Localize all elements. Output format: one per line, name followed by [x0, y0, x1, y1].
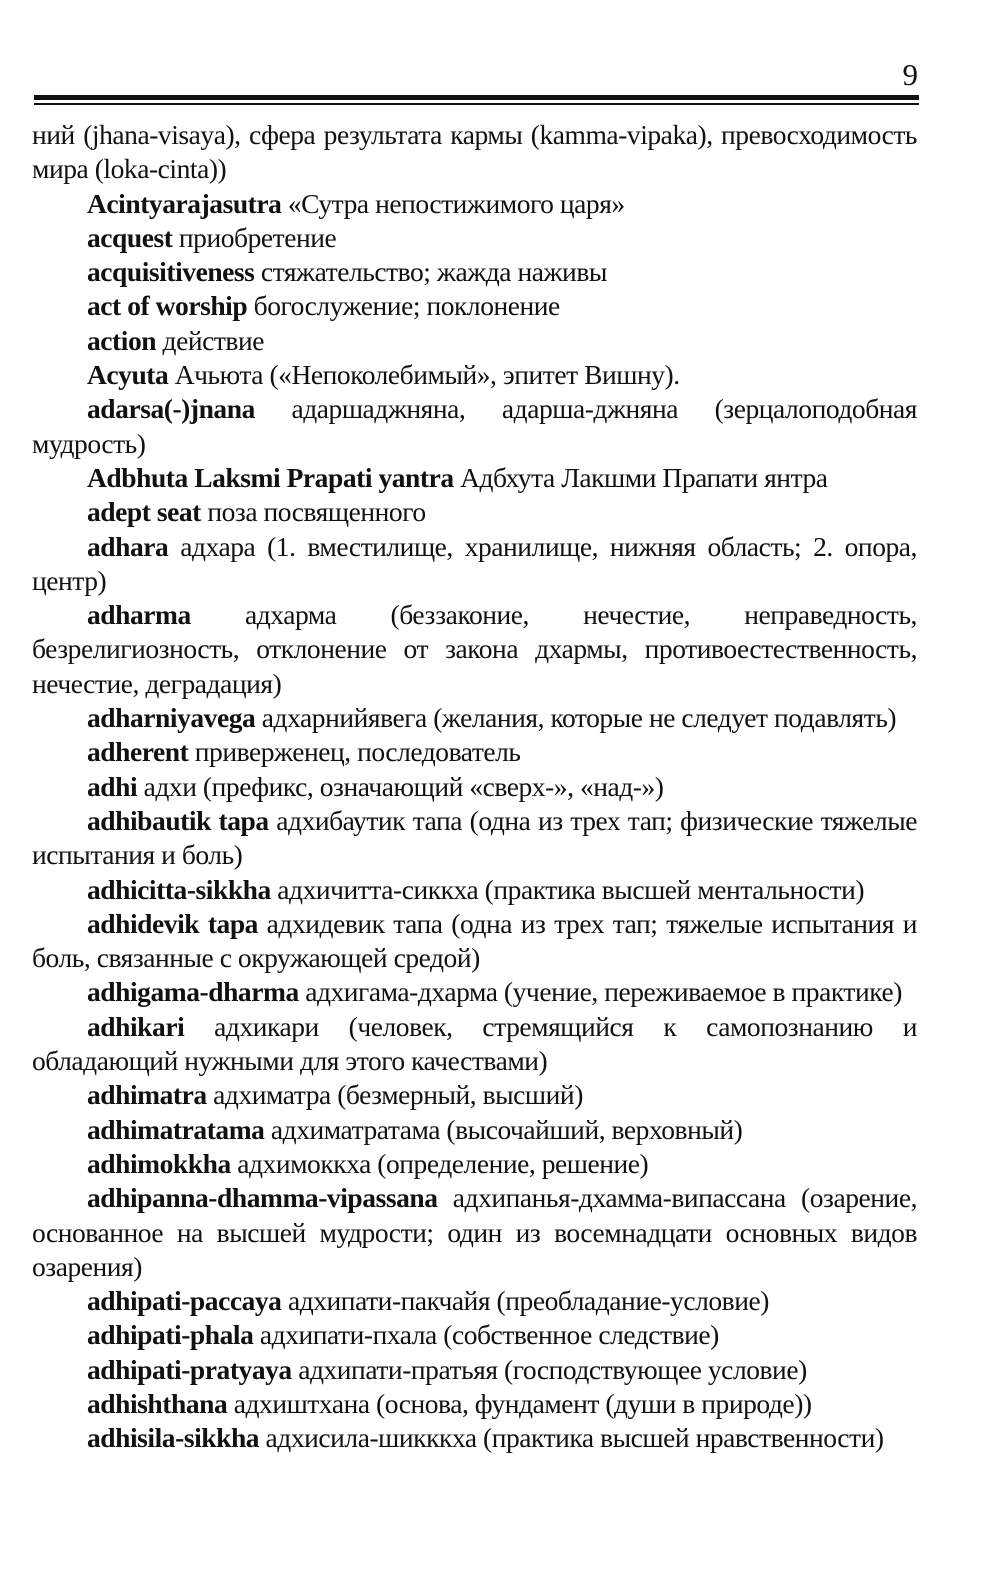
glossary-entry [32, 1318, 917, 1352]
entry-list [32, 187, 917, 1456]
entry-definition: адхикари (человек, стремящийся к самопознанию и обладающий нужными для этого качествами) [32, 1010, 917, 1077]
entry-definition: адхипати-пакчайя (преобладание-условие) [287, 1285, 769, 1317]
entry-definition: адхи (префикс, означающий «сверх-», «над-») [143, 770, 664, 802]
entry-definition: адхимоккха (определение, решение) [237, 1147, 649, 1179]
header-rule-thin [34, 103, 919, 105]
entry-definition: адхарнийявега (желания, которые не следует подавлять) [261, 702, 897, 734]
entry-definition: богослужение; поклонение [253, 290, 560, 322]
entry-definition: адхичитта-сиккха (практика высшей ментальности) [277, 873, 865, 905]
entry-term: adhicitta-sikkha [87, 873, 271, 905]
entry-definition: адхара (1. вместилище, хранилище, нижняя область; 2. опора, центр) [32, 530, 917, 596]
entry-term: adhara [87, 530, 169, 562]
entry-term: adharniyavega [87, 702, 256, 734]
entry-term: adhibautik tapa [87, 804, 269, 836]
glossary-entry [32, 255, 917, 289]
entry-term: adhisila-sikkha [87, 1422, 260, 1454]
entry-term: adhi [87, 770, 138, 802]
entry-term: adhidevik tapa [87, 907, 258, 939]
glossary-entry [32, 1113, 917, 1147]
entry-term: adhimatratama [87, 1113, 265, 1145]
entry-term: acquest [87, 221, 173, 253]
glossary-entry [32, 701, 917, 735]
glossary-entry [32, 1421, 917, 1455]
entry-term: adhipanna-dhamma-vipassana [87, 1182, 438, 1214]
entry-definition: адхипанья-дхамма-випассана (озарение, основанное на высшей мудрости; один из восемнадцати основных видов озарения) [32, 1182, 917, 1282]
glossary-entry [32, 221, 917, 255]
glossary-entry [32, 1181, 917, 1284]
entry-definition: адхарма (беззаконие, нечестие, неправедность, безрелигиозность, отклонение от закона дхармы, противоестественность, нечестие, деградация) [32, 599, 917, 699]
entry-definition: Ачьюта («Непоколебимый», эпитет Вишну). [174, 359, 680, 391]
entry-definition: адхигама-дхарма (учение, переживаемое в практике) [305, 976, 902, 1008]
glossary-entry [32, 975, 917, 1009]
entry-definition: адхиматра (безмерный, высший) [213, 1079, 583, 1111]
entry-term: action [87, 324, 157, 356]
entry-term: act of worship [87, 290, 248, 322]
entry-term: adhigama-dharma [87, 976, 299, 1008]
entry-term: adhishthana [87, 1387, 228, 1419]
entry-definition: адхисила-шикккха (практика высшей нравственности) [265, 1422, 884, 1454]
glossary-entry [32, 392, 917, 461]
glossary-entry [32, 873, 917, 907]
entry-definition: адхидевик тапа (одна из трех тап; тяжелые испытания и боль, связанные с окружающей средой) [32, 907, 917, 974]
glossary-entry [32, 770, 917, 804]
glossary-entry [32, 187, 917, 221]
glossary-entry [32, 735, 917, 769]
glossary-entry [32, 1147, 917, 1181]
glossary-entry [32, 324, 917, 358]
glossary-entry [32, 1353, 917, 1387]
glossary-entry [32, 495, 917, 529]
entry-term: adhipati-phala [87, 1319, 254, 1351]
entry-term: adarsa(-)jnana [87, 393, 255, 425]
entry-term: Adbhuta Laksmi Prapati yantra [87, 461, 454, 493]
header-rule-thick [34, 95, 919, 100]
entry-term: Acyuta [87, 359, 169, 391]
entry-term: adhimatra [87, 1079, 207, 1111]
entry-term: Acintyarajasutra [87, 187, 282, 219]
entry-term: adharma [87, 599, 191, 631]
entry-term: adhipati-pratyaya [87, 1353, 292, 1385]
glossary-entry [32, 530, 917, 599]
glossary-body [32, 118, 917, 1456]
glossary-entry [32, 1078, 917, 1112]
entry-definition: адхиштхана (основа, фундамент (души в природе)) [233, 1387, 812, 1419]
entry-term: acquisitiveness [87, 256, 255, 288]
glossary-entry [32, 1284, 917, 1318]
glossary-entry [32, 289, 917, 323]
glossary-entry [32, 358, 917, 392]
glossary-entry [32, 804, 917, 873]
entry-definition: поза посвященного [207, 496, 426, 528]
entry-definition: Адбхута Лакшми Прапати янтра [460, 461, 828, 493]
page-number: 9 [902, 57, 918, 92]
entry-term: adherent [87, 736, 189, 768]
entry-definition: адхипати-пратьяя (господствующее условие) [298, 1353, 807, 1385]
entry-definition: «Сутра непостижимого царя» [287, 187, 625, 219]
entry-term: adhimokkha [87, 1147, 231, 1179]
glossary-entry [32, 907, 917, 976]
glossary-entry [32, 598, 917, 701]
glossary-entry [32, 1010, 917, 1079]
entry-definition: действие [162, 324, 264, 356]
continuation-text: ний (jhana-visaya), сфера результата кармы (kamma-vipaka), превосходимость мира (loka-cinta)) [32, 119, 917, 185]
entry-definition: адаршаджняна, адарша-джняна (зерцалоподобная мудрость) [32, 393, 917, 459]
entry-definition: приобретение [178, 221, 337, 253]
glossary-entry [32, 1387, 917, 1421]
entry-definition: адхибаутик тапа (одна из трех тап; физические тяжелые испытания и боль) [32, 804, 917, 871]
entry-term: adhipati-paccaya [87, 1285, 282, 1317]
entry-definition: адхипати-пхала (собственное следствие) [259, 1319, 719, 1351]
entry-definition: стяжательство; жажда наживы [260, 256, 607, 288]
glossary-entry [32, 461, 917, 495]
entry-term: adhikari [87, 1010, 185, 1042]
entry-term: adept seat [87, 496, 201, 528]
entry-definition: адхиматратама (высочайший, верховный) [270, 1113, 743, 1145]
entry-definition: приверженец, последователь [194, 736, 521, 768]
